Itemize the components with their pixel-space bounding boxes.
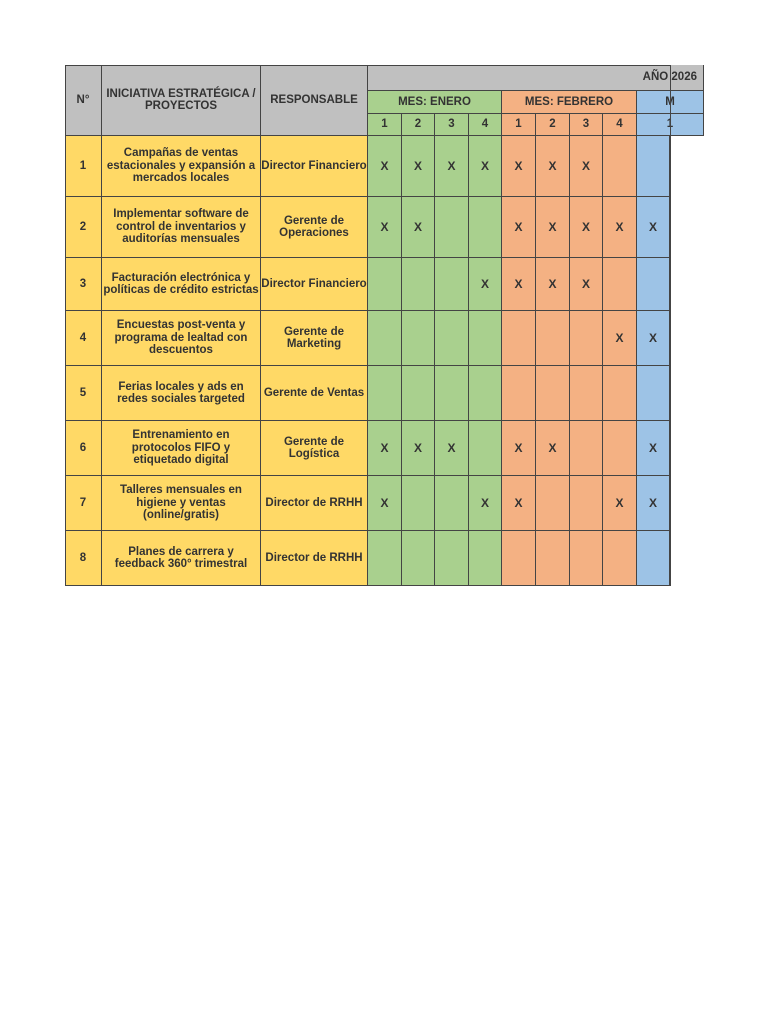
schedule-cell [402,531,435,586]
header-week-8 [603,114,637,136]
row-no-text: 6 [79,441,87,454]
schedule-cell-text: X [514,440,523,455]
schedule-cell [469,531,502,586]
schedule-cell [570,258,603,311]
row-iniciativa [102,421,261,476]
header-week-7 [570,114,603,136]
header-week-4-text: 4 [481,118,489,130]
row-iniciativa-text: Encuestas post-venta y programa de lealtad con descuentos [114,319,248,357]
schedule-cell [536,258,570,311]
row-responsable [261,366,368,421]
row-no [65,136,102,197]
schedule-cell [502,476,536,531]
schedule-cell [368,421,402,476]
row-iniciativa [102,197,261,258]
row-iniciativa [102,531,261,586]
row-no-text: 2 [79,220,87,233]
header-week-1 [368,114,402,136]
schedule-cell [570,476,603,531]
schedule-cell-text: X [648,440,657,455]
schedule-cell [570,421,603,476]
schedule-cell-text: X [480,158,489,173]
schedule-cell [502,531,536,586]
schedule-cell-text: X [480,495,489,510]
schedule-cell [637,258,670,311]
schedule-cell [637,366,670,421]
schedule-cell [435,258,469,311]
schedule-cell [368,311,402,366]
row-no [65,311,102,366]
schedule-cell [570,197,603,258]
schedule-cell [402,421,435,476]
schedule-cell [402,136,435,197]
row-iniciativa-text: Campañas de ventas estacionales y expansión a mercados locales [106,147,256,185]
schedule-cell-text: X [581,158,590,173]
schedule-cell-text: X [413,219,422,234]
row-responsable [261,531,368,586]
schedule-cell-text: X [380,158,389,173]
schedule-cell-text: X [447,158,456,173]
schedule-cell [570,366,603,421]
header-week-2 [402,114,435,136]
header-week-9-text: 1 [666,118,674,130]
header-month-enero [368,91,502,114]
schedule-cell [435,421,469,476]
header-iniciativa [102,65,261,136]
header-week-3 [435,114,469,136]
schedule-cell-text: X [413,158,422,173]
row-iniciativa-text: Talleres mensuales en higiene y ventas (online/gratis) [120,484,242,522]
header-week-6 [536,114,570,136]
schedule-cell [603,258,637,311]
row-iniciativa [102,311,261,366]
schedule-cell [637,311,670,366]
schedule-cell-text: X [480,276,489,291]
header-responsable [261,65,368,136]
row-iniciativa [102,136,261,197]
schedule-cell [435,197,469,258]
schedule-cell [368,258,402,311]
row-responsable-text: Director Financiero [261,277,367,290]
schedule-cell-text: X [413,440,422,455]
schedule-cell-text: X [380,440,389,455]
schedule-cell [469,421,502,476]
schedule-cell [603,136,637,197]
schedule-cell-text: X [548,440,557,455]
schedule-cell-text: X [514,219,523,234]
schedule-cell [570,531,603,586]
row-no-text: 1 [79,159,87,172]
schedule-cell [502,136,536,197]
schedule-cell [435,366,469,421]
row-responsable-text: Gerente de Logística [283,435,345,460]
schedule-cell [368,476,402,531]
row-iniciativa-text: Ferias locales y ads en redes sociales targeted [117,380,245,405]
row-iniciativa-text: Implementar software de control de inventarios y auditorías mensuales [113,208,249,246]
header-week-1-text: 1 [381,118,388,130]
header-week-5-text: 1 [515,118,522,130]
row-responsable-text: Gerente de Operaciones [279,214,349,239]
header-year [368,65,704,91]
row-responsable [261,197,368,258]
row-no [65,531,102,586]
row-iniciativa-text: Planes de carrera y feedback 360° trimestral [114,545,248,570]
schedule-cell [637,197,670,258]
schedule-cell [502,311,536,366]
schedule-cell [502,421,536,476]
schedule-cell [469,197,502,258]
schedule-cell [469,476,502,531]
header-responsable-text: RESPONSABLE [270,93,358,106]
schedule-cell [502,197,536,258]
row-iniciativa [102,366,261,421]
schedule-cell [502,258,536,311]
header-week-4 [469,114,502,136]
header-month-marzo-text: M [665,95,675,108]
header-week-6-text: 2 [549,118,556,130]
schedule-cell [536,366,570,421]
schedule-cell-text: X [447,440,456,455]
schedule-cell [469,258,502,311]
header-week-2-text: 2 [414,118,422,130]
row-responsable [261,421,368,476]
header-no [65,65,102,136]
row-responsable-text: Director Financiero [261,159,367,172]
header-month-febrero-text: MES: FEBRERO [524,95,614,108]
schedule-cell-text: X [548,158,557,173]
row-iniciativa [102,258,261,311]
header-week-7-text: 3 [582,118,590,130]
row-no-text: 5 [79,386,87,399]
schedule-cell [603,476,637,531]
header-month-marzo [637,91,704,114]
row-no-text: 8 [79,551,87,564]
schedule-cell-text: X [581,219,590,234]
row-iniciativa [102,476,261,531]
schedule-cell [570,136,603,197]
schedule-cell [402,476,435,531]
schedule-cell [570,311,603,366]
schedule-cell-text: X [581,276,590,291]
row-responsable [261,258,368,311]
row-iniciativa-text: Entrenamiento en protocolos FIFO y etiquetado digital [131,429,231,467]
row-no [65,197,102,258]
row-responsable [261,476,368,531]
schedule-cell [435,136,469,197]
schedule-cell [603,366,637,421]
row-responsable-text: Director de RRHH [265,496,363,509]
schedule-cell [402,366,435,421]
schedule-cell [637,421,670,476]
schedule-cell-text: X [615,495,624,510]
row-no-text: 7 [79,496,87,509]
schedule-cell [368,531,402,586]
row-no [65,476,102,531]
schedule-cell-text: X [514,495,523,510]
header-week-5 [502,114,536,136]
schedule-cell [402,197,435,258]
row-responsable [261,311,368,366]
schedule-cell [603,197,637,258]
schedule-cell [435,476,469,531]
header-no-text: N° [76,93,90,106]
row-no [65,421,102,476]
row-no-text: 4 [79,331,87,344]
schedule-cell [368,136,402,197]
schedule-cell [435,531,469,586]
schedule-cell-text: X [514,158,523,173]
schedule-cell [368,197,402,258]
schedule-cell [469,136,502,197]
schedule-cell [536,311,570,366]
schedule-cell-text: X [648,330,657,345]
schedule-cell-text: X [548,276,557,291]
schedule-cell [402,311,435,366]
schedule-cell [368,366,402,421]
schedule-cell [536,531,570,586]
schedule-cell [402,258,435,311]
schedule-cell-text: X [615,219,624,234]
header-week-9 [637,114,704,136]
row-no [65,258,102,311]
schedule-cell [536,136,570,197]
row-responsable-text: Gerente de Marketing [283,325,345,350]
row-responsable-text: Gerente de Ventas [263,386,365,399]
schedule-cell-text: X [514,276,523,291]
row-no-text: 3 [79,277,87,290]
schedule-cell [603,311,637,366]
schedule-cell [435,311,469,366]
row-responsable-text: Director de RRHH [265,551,363,564]
row-iniciativa-text: Facturación electrónica y políticas de crédito estrictas [103,271,259,296]
header-week-3-text: 3 [448,118,455,130]
schedule-cell [469,311,502,366]
header-year-text: AÑO 2026 [642,71,697,84]
header-month-febrero [502,91,637,114]
schedule-cell [469,366,502,421]
schedule-cell [536,476,570,531]
header-week-8-text: 4 [616,118,623,130]
schedule-cell [637,136,670,197]
schedule-cell-text: X [548,219,557,234]
schedule-cell [603,531,637,586]
schedule-cell-text: X [648,219,657,234]
row-no [65,366,102,421]
schedule-cell [536,421,570,476]
row-responsable [261,136,368,197]
schedule-cell [637,476,670,531]
schedule-cell-text: X [648,495,657,510]
header-month-enero-text: MES: ENERO [398,95,471,108]
schedule-cell [637,531,670,586]
schedule-cell [536,197,570,258]
schedule-cell-text: X [380,219,389,234]
schedule-cell-text: X [615,330,624,345]
header-iniciativa-text: INICIATIVA ESTRATÉGICA / PROYECTOS [106,87,256,112]
schedule-cell [502,366,536,421]
schedule-cell-text: X [380,495,389,510]
schedule-cell [603,421,637,476]
